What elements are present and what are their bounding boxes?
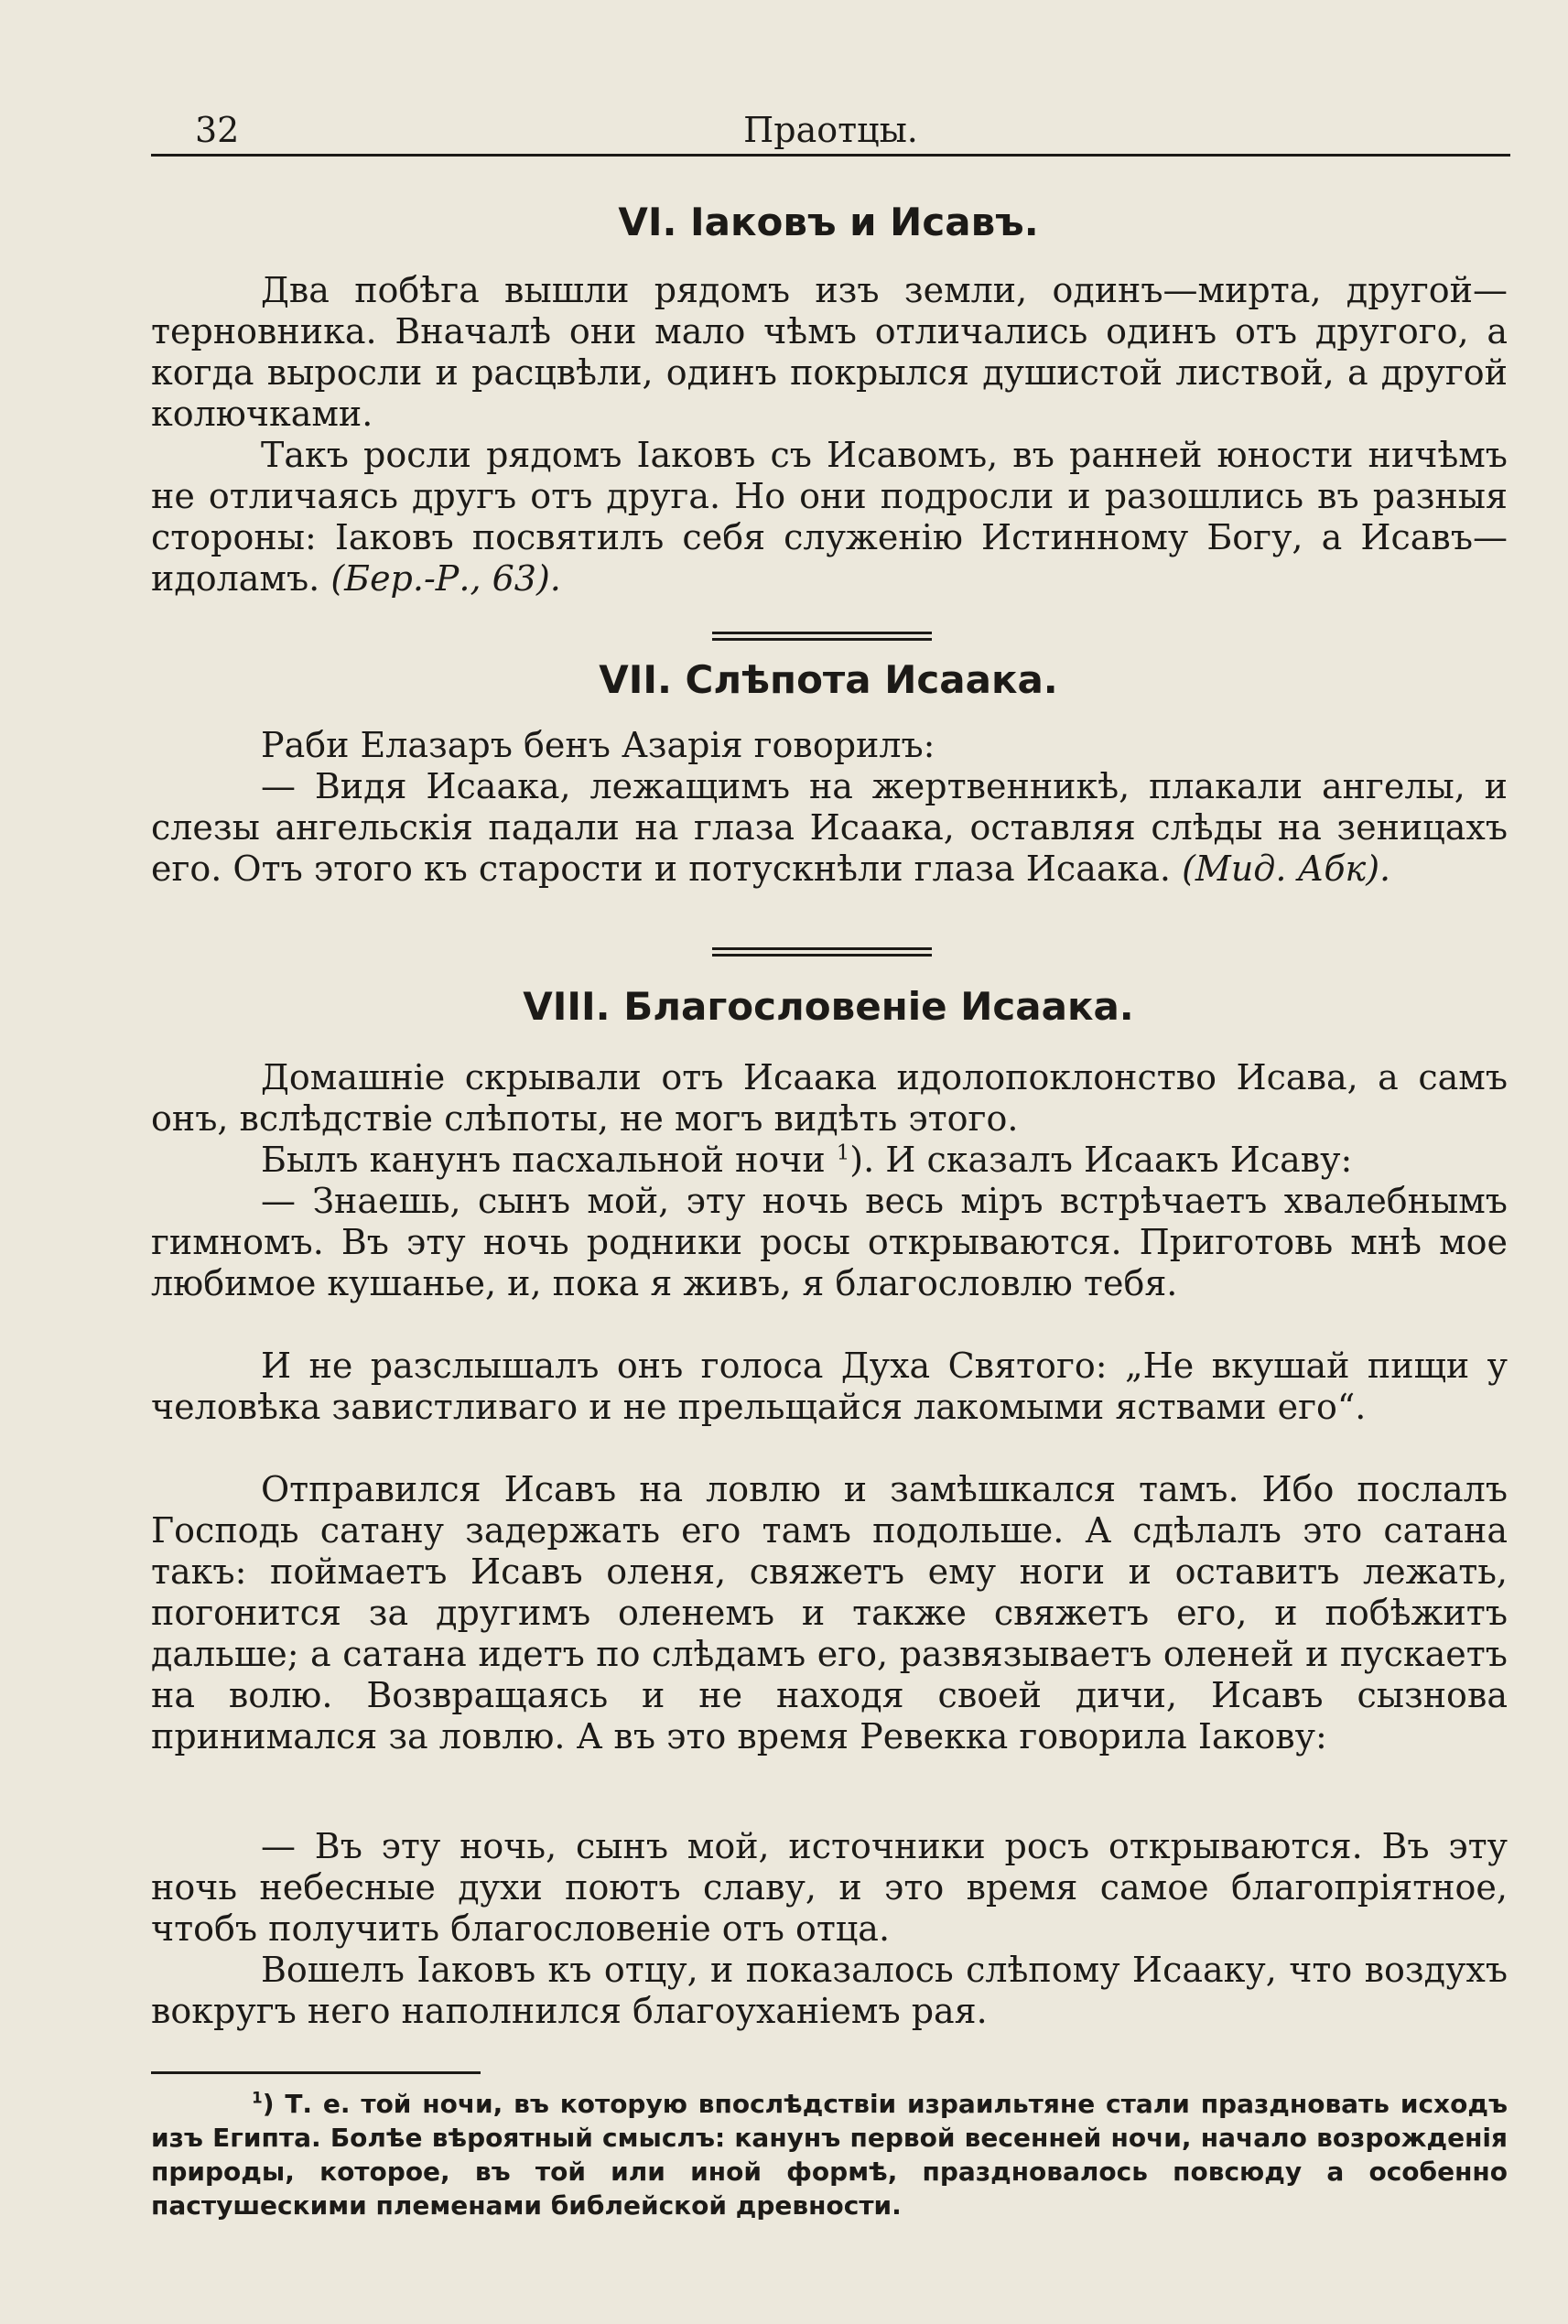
running-title: Праотцы.	[743, 110, 918, 150]
section-heading-8: VIII. Благословеніе Исаака.	[523, 984, 1134, 1029]
paragraph-text: ). И сказалъ Исаакъ Исаву:	[849, 1140, 1353, 1180]
citation: (Бер.-Р., 63).	[330, 558, 561, 599]
paragraph: — Знаешь, сынъ мой, эту ночь весь міръ встрѣчаетъ хвалебнымъ гимномъ. Въ эту ночь родники росы открываются. Приготовь мнѣ мое любимое кушанье, и, пока я живъ, я благословлю тебя.	[151, 1181, 1508, 1303]
paragraph: Отправился Исавъ на ловлю и замѣшкался тамъ. Ибо послалъ Господь сатану задержать его тамъ подольше. А сдѣлалъ это сатана такъ: поймаетъ Исавъ оленя, свяжетъ ему ноги и оставитъ лежать, погонится за другимъ оленемъ и также свяжетъ его, и побѣжитъ дальше; а сатана идетъ по слѣдамъ его, развязываетъ оленей и пускаетъ на волю. Возвращаясь и не находя своей дичи, Исавъ сызнова принимался за ловлю. А въ это время Ревекка говорила Іакову:	[151, 1469, 1508, 1757]
paragraph: Два побѣга вышли рядомъ изъ земли, одинъ—мирта, другой—терновника. Вначалѣ они мало чѣмъ отличались одинъ отъ другого, а когда выросли и расцвѣли, одинъ покрылся душистой листвой, а другой колючками.	[151, 270, 1508, 434]
paragraph-text: — Видя Исаака, лежащимъ на жертвенникѣ, плакали ангелы, и слезы ангельскія падали на глаза Исаака, оставляя слѣды на зеницахъ его. Отъ этого къ старости и потускнѣли глаза Исаака.	[151, 766, 1508, 889]
paragraph-text: Былъ канунъ пасхальной ночи	[261, 1140, 826, 1180]
footnote-text: ) Т. е. той ночи, въ которую впослѣдствіи израильтяне стали праздновать исходъ изъ Египта. Болѣе вѣроятный смыслъ: канунъ первой весенней ночи, начало возрожденія природы, которое, въ той или иной формѣ, праздновалось повсюду а особенно пастушескими племенами библейской древности.	[151, 2089, 1508, 2221]
section-divider	[712, 632, 932, 641]
paragraph: Вошелъ Іаковъ къ отцу, и показалось слѣпому Исааку, что воздухъ вокругъ него наполнился благоуханіемъ рая.	[151, 1950, 1508, 2031]
paragraph: Домашніе скрывали отъ Исаака идолопоклонство Исава, а самъ онъ, вслѣдствіе слѣпоты, не могъ видѣть этого.	[151, 1057, 1508, 1139]
footnote-rule	[151, 2071, 481, 2074]
paragraph	[151, 766, 1508, 890]
paragraph: Раби Елазаръ бенъ Азарія говорилъ:	[261, 725, 935, 765]
section-heading-6: VI. Іаковъ и Исавъ.	[618, 200, 1039, 244]
citation: (Мид. Абк).	[1182, 849, 1391, 889]
paragraph	[151, 435, 1508, 600]
paragraph-text: Такъ росли рядомъ Іаковъ съ Исавомъ, въ ранней юности ничѣмъ не отличаясь другъ отъ друга. Но они подросли и разошлись въ разныя стороны: Іаковъ посвятилъ себя служенію Истинному Богу, а Исавъ—идоламъ.	[151, 435, 1508, 599]
page-header	[151, 108, 1510, 157]
footnote	[151, 2087, 1508, 2222]
footnote-marker: 1	[836, 1140, 850, 1165]
paragraph	[151, 1140, 1508, 1181]
paragraph: — Въ эту ночь, сынъ мой, источники росъ открываются. Въ эту ночь небесные духи поютъ славу, и это время самое благопріятное, чтобъ получить благословеніе отъ отца.	[151, 1826, 1508, 1949]
page-number: 32	[195, 110, 240, 150]
section-divider	[712, 947, 932, 957]
footnote-marker: 1	[252, 2088, 263, 2107]
section-heading-7: VII. Слѣпота Исаака.	[599, 657, 1058, 702]
paragraph: И не разслышалъ онъ голоса Духа Святого: „Не вкушай пищи у человѣка завистливаго и не прельщайся лакомыми яствами его“.	[151, 1346, 1508, 1427]
